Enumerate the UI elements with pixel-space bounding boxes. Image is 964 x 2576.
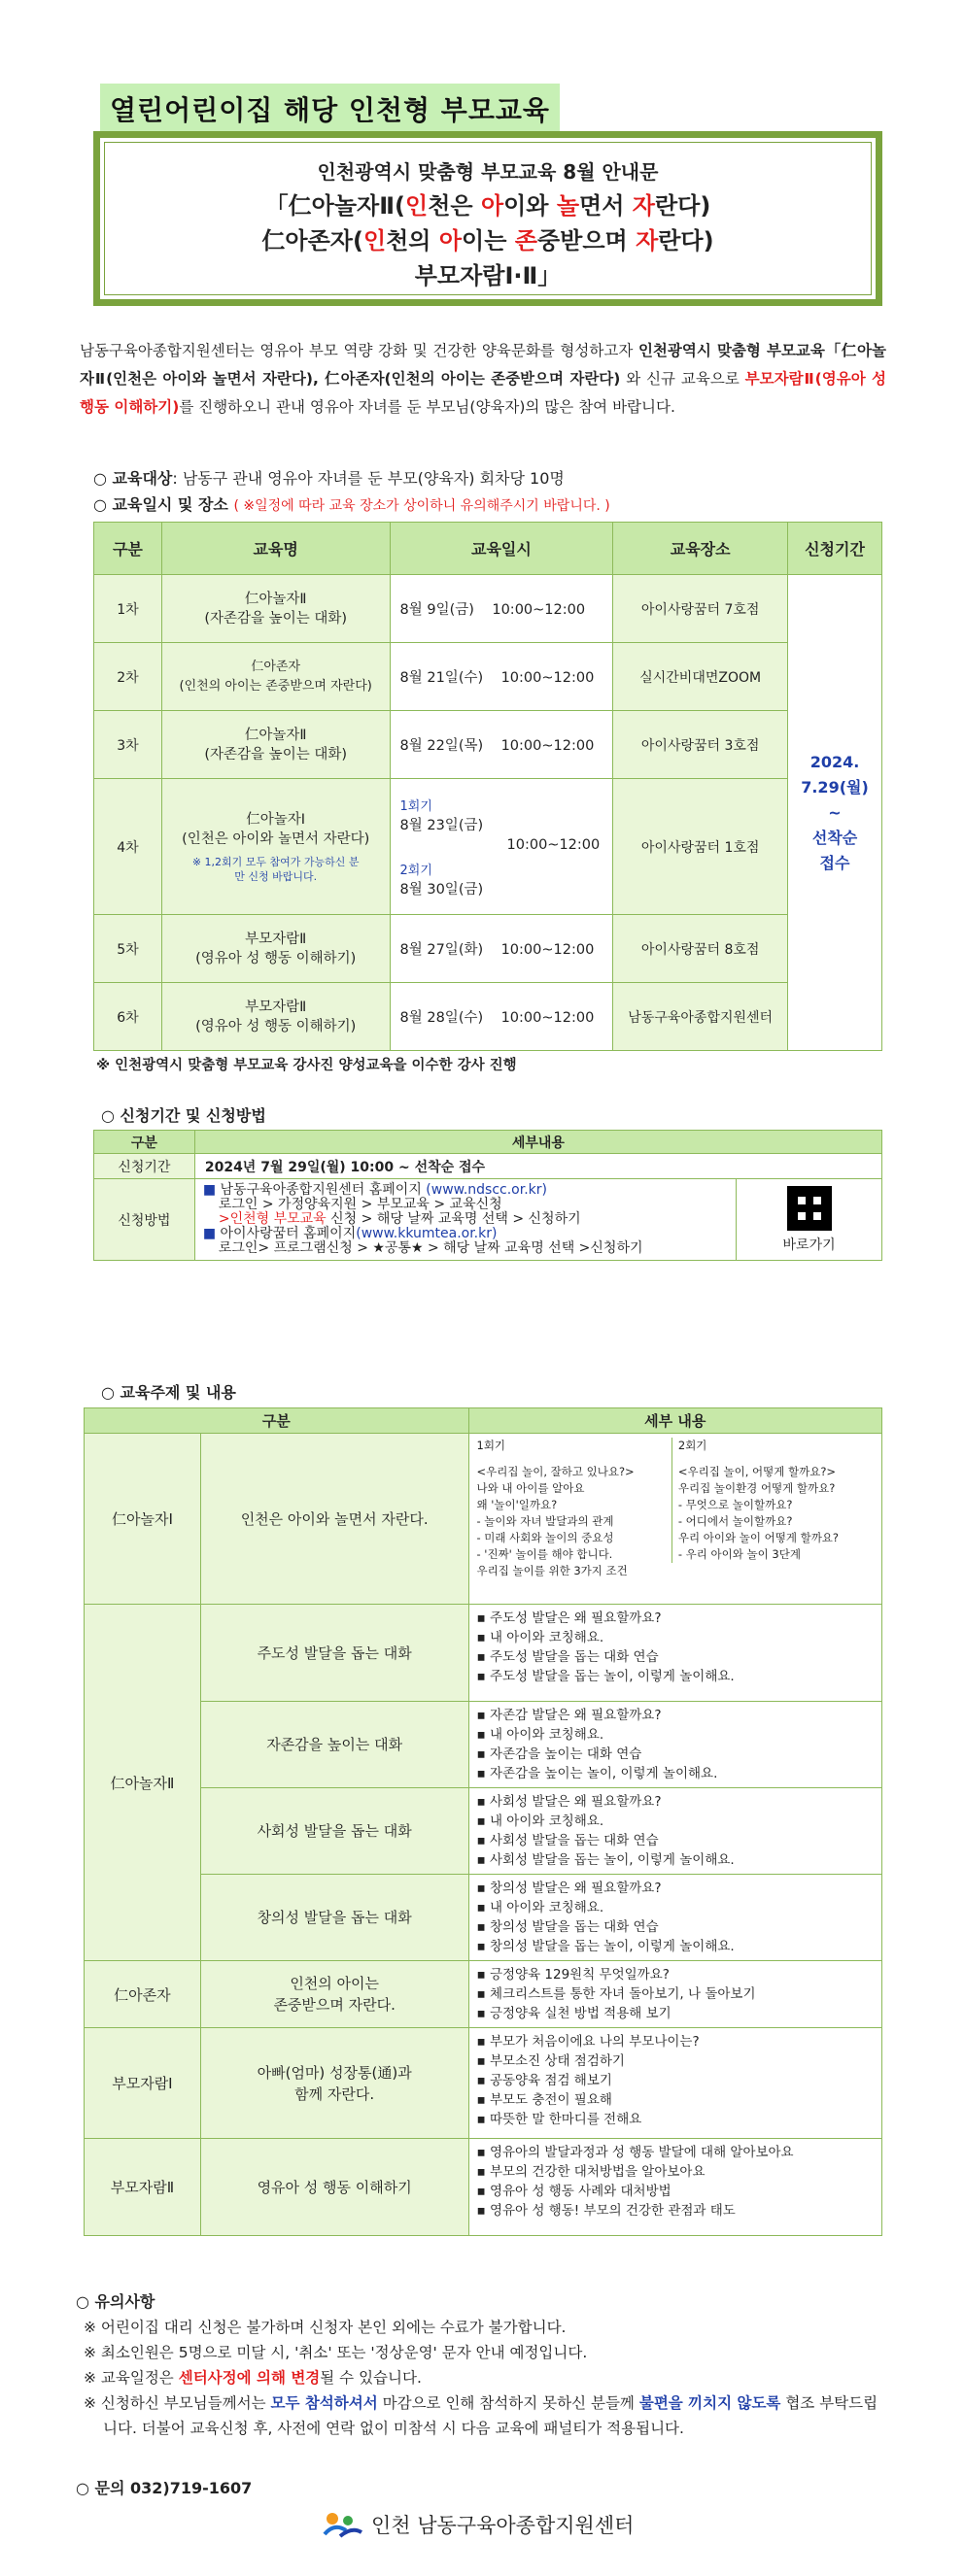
center-logo-icon (321, 2509, 363, 2540)
title-line2: 仁아존자(인천의 아이는 존중받으며 자란다) (261, 227, 714, 254)
table-row: 3차 仁아놀자Ⅱ (자존감을 높이는 대화) 8월 22일(목) 10:00~12:00 아이사랑꿈터 3호점 (94, 711, 882, 779)
application-period: 2024. 7.29(월) ~ 선착순 접수 (788, 575, 882, 1051)
topic-heading: ○ 교육주제 및 내용 (101, 1383, 236, 1402)
table-row: 6차 부모자람Ⅱ (영유아 성 행동 이해하기) 8월 28일(수) 10:00~12:00 남동구육아종합지원센터 (94, 983, 882, 1051)
notice-section: ○ 유의사항 ※ 어린이집 대리 신청은 불가하며 신청자 본인 외에는 수료가 불가합니다. ※ 최소인원은 5명으로 미달 시, '취소' 또는 '정상운영' 문자 안내 예정입니다. ※ 교육일정은 센터사정에 의해 변경될 수 있습니다. ※ 신청하신 부모님들께서는 모두 참석하셔서 마감으로 인해 참석하지 못하신 분들께 불편을 끼치지 않도록 협조 부탁드립니다. 더불어 교육신청 후, 사전에 연락 없이 미참석 시 다음 교육에 패널티가 적용됩니다. (76, 2292, 878, 2437)
title-sub: 인천광역시 맞춤형 부모교육 8월 안내문 (317, 160, 659, 184)
title-line1: 「仁아놀자Ⅱ(인천은 아이와 놀면서 자란다) (264, 192, 711, 220)
kkumtea-link[interactable]: (www.kkumtea.or.kr) (356, 1226, 498, 1241)
apply-heading: ○ 신청기간 및 신청방법 (101, 1106, 266, 1125)
title-box (93, 131, 882, 306)
col-header: 신청기간 (788, 523, 882, 575)
method-steps: ■ 남동구육아종합지원센터 홈페이지 (www.ndscc.or.kr) 로그인 > 가정양육지원 > 부모교육 > 교육신청 >인천형 부모교육 신청 > 해당 날짜 교육명 선택 > 신청하기 ■ 아이사랑꿈터 홈페이지(www.kkumtea.or.kr) 로그인> 프로그램신청 > ★공통★ > 해당 날짜 교육명 선택 >신청하기 (194, 1179, 736, 1261)
apply-table: 구분 세부내용 신청기간 2024년 7월 29일(월) 10:00 ~ 선착순 접수 신청방법 ■ 남동구육아종합지원센터 홈페이지 (www.ndscc.or.kr) 로그인 > 가정양육지원 > 부모교육 > 교육신청 >인천형 부모교육 신청 > 해당 날짜 교육명 선택 > 신청하기 ■ 아이사랑꿈터 홈페이지(www.kkumtea.or.kr) 로그인> 프로그램신청 > ★공통★ > 해당 날짜 교육명 선택 >신청하기 바로가기 (93, 1130, 882, 1261)
table-row: 1차 仁아놀자Ⅱ (자존감을 높이는 대화) 8월 9일(금) 10:00~12:00 아이사랑꿈터 7호점 2024. 7.29(월) ~ 선착순 접수 (94, 575, 882, 643)
qr-code-icon (787, 1186, 832, 1231)
target-line: ○ 교육대상: 남동구 관내 영유아 자녀를 둔 부모(양육자) 회차당 10명 (93, 469, 565, 488)
qr-shortcut[interactable]: 바로가기 (737, 1179, 882, 1261)
ndscc-link[interactable]: (www.ndscc.or.kr) (426, 1182, 547, 1198)
intro-paragraph: 남동구육아종합지원센터는 영유아 부모 역량 강화 및 건강한 양육문화를 형성하고자 인천광역시 맞춤형 부모교육「仁아놀자Ⅱ(인천은 아이와 놀면서 자란다), 仁아존자(인천의 아이는 존중받으며 자란다) 와 신규 교육으로 부모자람Ⅱ(영유아 성 행동 이해하기)를 진행하오니 관내 영유아 자녀를 둔 부모님(양육자)의 많은 참여 바랍니다. (80, 342, 887, 416)
table-row: 4차 仁아놀자Ⅰ (인천은 아이와 놀면서 자란다) ※ 1,2회기 모두 참여가 가능하신 분만 신청 바랍니다. 1회기 8월 23일(금) 10:00~12:00 2회기 8월 30일(금) 아이사랑꿈터 1호점 (94, 779, 882, 915)
topic-table: 구분 세부 내용 仁아놀자Ⅰ 인천은 아이와 놀면서 자란다. 1회기 <우리집 놀이, 잘하고 있나요?> 나와 내 아이를 알아요 왜 '놀이'일까요? - 놀이와 자녀 발달과의 관계 - 미래 사회와 놀이의 중요성 - '진짜' 놀이를 해야 합니다. 우리집 놀이를 위한 3가지 조건 2회기 <우리집 놀이, 어떻게 할까요?> 우리집 놀이환경 어떻게 할까요? - 무엇으로 놀이할까요? - 어디에서 놀이할까요? 우리 아이와 놀이 어떻게 할까요? - 우리 아이와 놀이 3단계 仁아놀자Ⅱ 주도성 발달을 돕는 대화 ▪ 주도성 발달은 왜 필요할까요? ▪ 내 아이와 코칭해요. ▪ 주도성 발달을 돕는 대화 연습 ▪ 주도성 발달을 돕는 놀이, 이렇게 놀이해요. 자존감을 높이는 대화 ▪ 자존감 발달은 왜 필요할까요? ▪ 내 아이와 코칭해요. ▪ 자존감을 높이는 대화 연습 ▪ 자존감을 높이는 놀이, 이렇게 놀이해요. 사회성 발달을 돕는 대화 ▪ 사회성 발달은 왜 필요할까요? ▪ 내 아이와 코칭해요. ▪ 사회성 발달을 돕는 대화 연습 ▪ 사회성 발달을 돕는 놀이, 이렇게 놀이해요. 창의성 발달을 돕는 대화 ▪ 창의성 발달은 왜 필요할까요? ▪ 내 아이와 코칭해요. ▪ 창의성 발달을 돕는 대화 연습 ▪ 창의성 발달을 돕는 놀이, 이렇게 놀이해요. 仁아존자 인천의 아이는 존중받으며 자란다. ▪ 긍정양육 129원칙 무엇일까요? ▪ 체크리스트를 통한 자녀 돌아보기, 나 돌아보기 ▪ 긍정양육 실천 방법 적용해 보기 부모자람Ⅰ 아빠(엄마) 성장통(通)과 함께 자란다. ▪ 부모가 처음이에요 나의 부모나이는? ▪ 부모소진 상태 점검하기 ▪ 공동양육 점검 해보기 ▪ 부모도 충전이 필요해 ▪ 따뜻한 말 한마디를 전해요 부모자람Ⅱ 영유아 성 행동 이해하기 ▪ 영유아의 발달과정과 성 행동 발달에 대해 알아보아요 ▪ 부모의 건강한 대처방법을 알아보아요 ▪ 영유아 성 행동 사례와 대처방법 ▪ 영유아 성 행동! 부모의 건강한 관점과 태도 (84, 1407, 882, 2236)
table-row: 5차 부모자람Ⅱ (영유아 성 행동 이해하기) 8월 27일(화) 10:00~12:00 아이사랑꿈터 8호점 (94, 915, 882, 983)
col-header: 구분 (94, 523, 162, 575)
col-header: 교육장소 (613, 523, 788, 575)
col-header: 교육명 (161, 523, 390, 575)
schedule-heading: ○ 교육일시 및 장소 ( ※일정에 따라 교육 장소가 상이하니 유의해주시기 바랍니다. ) (93, 495, 610, 514)
table-row: 2차 仁아존자 (인천의 아이는 존중받으며 자란다) 8월 21일(수) 10:00~12:00 실시간비대면ZOOM (94, 643, 882, 711)
title-line3: 부모자람Ⅰ·Ⅱ」 (414, 262, 562, 289)
schedule-note: ※ 인천광역시 맞춤형 부모교육 강사진 양성교육을 이수한 강사 진행 (96, 1058, 517, 1073)
footer: 인천 남동구육아종합지원센터 (321, 2509, 634, 2540)
contact-info: ○ 문의 032)719-1607 (76, 2479, 253, 2497)
col-header: 교육일시 (390, 523, 613, 575)
schedule-table (93, 522, 882, 1051)
title-tag: 열린어린이집 해당 인천형 부모교육 (100, 84, 560, 134)
